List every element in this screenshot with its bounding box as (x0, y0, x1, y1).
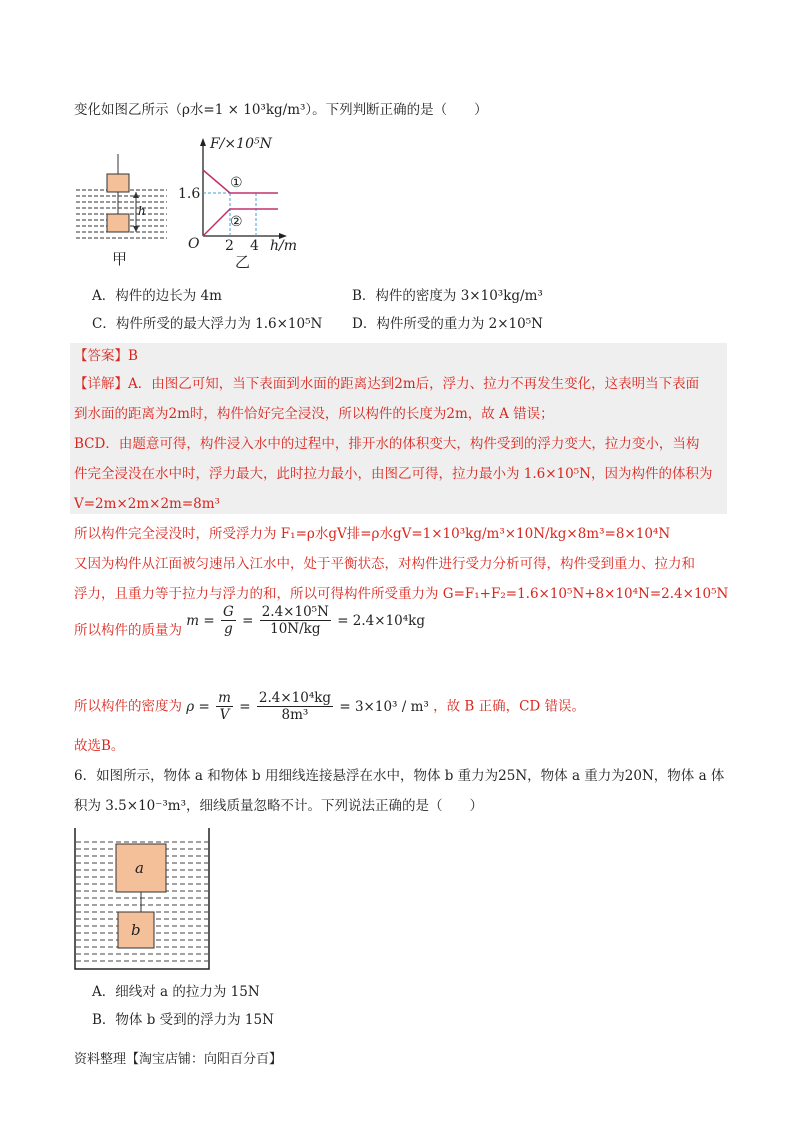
explanation-line-2: 到水面的距离为2m时，构件恰好完全浸没，所以构件的长度为2m，故 A 错误； (74, 406, 554, 422)
mass-lhs: m = (186, 612, 215, 629)
fig-yi-label: 乙 (235, 253, 251, 270)
q6-option-a: A．细线对 a 的拉力为 15N (92, 984, 260, 1000)
mass-frac-2 (260, 604, 331, 637)
origin-label: O (188, 236, 200, 252)
y-tick-1-6: 1.6 (178, 186, 201, 202)
mass-num-1: G (223, 604, 234, 620)
block-submerged (107, 214, 129, 232)
explanation-line-7: 又因为构件从江面被匀速吊入江水中，处于平衡状态，对构件进行受力分析可得，构件受到重力、拉力和 (74, 556, 695, 572)
explanation-line-4: 件完全浸没在水中时，浮力最大，此时拉力最小，由图乙可得，拉力最小为 1.6×10⁵N，因为构件的体积为 (74, 466, 713, 482)
block-b-label: b (131, 921, 141, 939)
mass-formula (74, 604, 425, 641)
q5-option-a: A．构件的边长为 4m (92, 288, 222, 304)
answer-label: 【答案】B (74, 348, 138, 364)
explanation-line-8: 浮力，且重力等于拉力与浮力的和，所以可得构件所受重力为 G=F₁+F₂=1.6×10⁵N+8×10⁴N=2.4×10⁵N (74, 586, 729, 602)
fig-jia-h-label: h (138, 204, 146, 218)
mass-num-2: 2.4×10⁵N (261, 604, 329, 620)
block-a-label: a (135, 859, 144, 877)
mass-den-2: 10N/kg (270, 621, 321, 637)
mass-frac-1 (221, 604, 236, 637)
answer-background (70, 343, 727, 514)
mass-eq: = (242, 612, 254, 629)
density-num-1: m (218, 690, 231, 706)
explanation-line-6: 所以构件完全浸没时，所受浮力为 F₁=ρ水gV排=ρ水gV=1×10³kg/m³×10N/kg×8m³=8×10⁴N (74, 526, 671, 542)
q5-option-d: D．构件所受的重力为 2×10⁵N (352, 316, 543, 332)
fig-jia-label: 甲 (112, 250, 128, 268)
density-tail: ，故 B 正确，CD 错误。 (433, 698, 586, 715)
density-num-2: 2.4×10⁴kg (258, 690, 332, 706)
figure-yi-chart (178, 130, 313, 270)
x-tick-2: 2 (225, 238, 234, 254)
x-axis-label: h/m (270, 238, 298, 254)
mass-result: = 2.4×10⁴kg (337, 612, 425, 629)
density-frac-1 (216, 690, 233, 723)
mass-prefix: 所以构件的质量为 (74, 622, 182, 639)
q5-option-b: B．构件的密度为 3×10³kg/m³ (352, 288, 543, 304)
density-den-2: 8m³ (281, 707, 309, 723)
explanation-line-3: BCD．由题意可得，构件浸入水中的过程中，排开水的体积变大，构件受到的浮力变大，拉力变小，当构 (74, 436, 700, 452)
q5-option-c: C．构件所受的最大浮力为 1.6×10⁵N (92, 316, 323, 332)
block-above (107, 174, 129, 192)
density-prefix: 所以构件的密度为 (74, 698, 182, 715)
q6-line-2: 积为 3.5×10⁻³m³，细线质量忽略不计。下列说法正确的是（ ） (74, 798, 484, 814)
figure-jia (74, 152, 169, 270)
density-lhs: ρ = (186, 698, 210, 715)
density-formula (74, 690, 585, 723)
q6-line-1: 6．如图所示，物体 a 和物体 b 用细线连接悬浮在水中，物体 b 重力为25N，物体 a 重力为20N，物体 a 体 (74, 768, 725, 784)
footer-source: 资料整理【淘宝店铺：向阳百分百】 (74, 1052, 283, 1067)
q5-intro: 变化如图乙所示（ρ水=1 × 10³kg/m³）。下列判断正确的是（ ） (74, 102, 488, 118)
curve-2-label: ② (230, 214, 243, 230)
density-den-1: V (219, 707, 230, 723)
q6-option-b: B．物体 b 受到的浮力为 15N (92, 1012, 274, 1028)
curve-1-label: ① (230, 175, 243, 191)
density-result: = 3×10³ / m³ (339, 698, 429, 715)
y-axis-label: F/×10⁵N (210, 136, 272, 152)
mass-den-1: g (224, 621, 233, 637)
explanation-line-1: 【详解】A．由图乙可知，当下表面到水面的距离达到2m后，浮力、拉力不再发生变化，这表明当下表面 (74, 376, 700, 392)
conclusion: 故选B。 (74, 738, 125, 754)
q6-figure (74, 828, 210, 970)
density-eq: = (239, 698, 251, 715)
density-frac-2 (257, 690, 333, 723)
explanation-line-5: V=2m×2m×2m=8m³ (74, 496, 220, 512)
x-tick-4: 4 (250, 238, 259, 254)
